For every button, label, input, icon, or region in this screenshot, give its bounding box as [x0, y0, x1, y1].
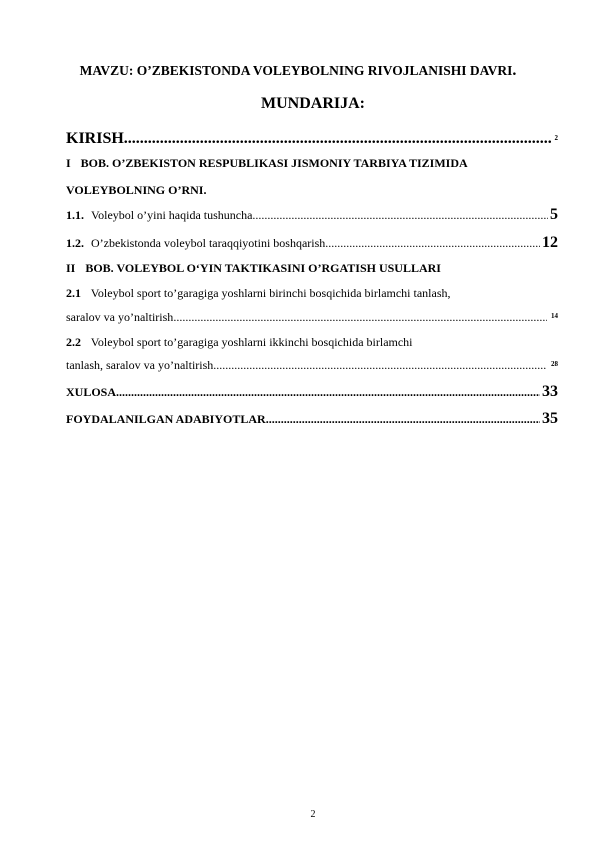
- toc-entry-label: FOYDALANILGAN ADABIYOTLAR: [66, 412, 266, 426]
- page-number: 2: [310, 809, 316, 820]
- toc-leader: [173, 311, 547, 323]
- toc-entry-label-line2: saralov va yo’naltirish: [66, 310, 174, 324]
- toc-leader: [213, 359, 547, 371]
- toc-entry-2-2[interactable]: [66, 336, 413, 348]
- toc-leader: [124, 131, 551, 147]
- toc-entry-2-1[interactable]: [66, 287, 451, 299]
- toc-entry-label: KIRISH: [66, 130, 124, 147]
- title-end: .: [512, 62, 517, 79]
- toc-entry-label-line1: Voleybol sport to’garagiga yoshlarni birinchi bosqichida birlamchi tanlash,: [90, 286, 451, 300]
- toc-entry-page: 12: [542, 234, 558, 251]
- toc-entry-label-line2: tanlash, saralov va yo’naltirish: [66, 358, 214, 372]
- toc-entry-page: 33: [542, 383, 558, 400]
- toc-chapter-1[interactable]: [66, 157, 468, 169]
- toc-chapter-title-line1: BOB. O’ZBEKISTON RESPUBLIKASI JISMONIY TARBIYA TIZIMIDA: [80, 156, 468, 170]
- toc-entry-adabiyotlar[interactable]: [66, 411, 558, 427]
- toc-entry-page: 28: [551, 360, 558, 368]
- toc-entry-label: XULOSA: [66, 385, 117, 399]
- toc-chapter-2[interactable]: [66, 262, 441, 274]
- toc-entry-1-1[interactable]: [66, 207, 558, 223]
- toc-chapter-number: I: [66, 156, 71, 170]
- toc-leader: [325, 237, 540, 249]
- toc-entry-number: 1.1.: [66, 208, 84, 222]
- toc-entry-2-1-continued[interactable]: [66, 311, 558, 323]
- toc-entry-xulosa[interactable]: [66, 384, 558, 400]
- toc-chapter-number: II: [66, 261, 76, 275]
- toc-entry-number: 2.2: [66, 335, 81, 349]
- toc-entry-kirish[interactable]: [66, 131, 558, 147]
- toc-leader: [252, 209, 548, 221]
- toc-leader: [266, 413, 540, 425]
- toc-entry-page: 2: [554, 134, 558, 142]
- toc-chapter-title-line2[interactable]: VOLEYBOLNING O’RNI.: [66, 183, 207, 197]
- toc-heading: MUNDARIJA:: [261, 95, 365, 112]
- toc-leader: [116, 386, 540, 398]
- toc-entry-number: 1.2.: [66, 236, 84, 250]
- toc-chapter-title: BOB. VOLEYBOL O‘YIN TAKTIKASINI O’RGATISH USULLARI: [85, 261, 441, 275]
- title-text: MAVZU: O’ZBEKISTONDA VOLEYBOLNING RIVOJLANISHI DAVRI: [79, 63, 513, 78]
- toc-entry-number: 2.1: [66, 286, 81, 300]
- toc-entry-label: Voleybol o’yini haqida tushuncha: [91, 208, 253, 222]
- toc-entry-1-2[interactable]: [66, 235, 558, 251]
- toc-entry-label-line1: Voleybol sport to’garagiga yoshlarni ikkinchi bosqichida birlamchi: [90, 335, 413, 349]
- document-title: [0, 62, 596, 80]
- toc-entry-2-2-continued[interactable]: [66, 359, 558, 371]
- toc-entry-label: O’zbekistonda voleybol taraqqiyotini boshqarish: [91, 236, 326, 250]
- toc-entry-page: 5: [550, 206, 558, 223]
- toc-entry-page: 35: [542, 410, 558, 427]
- toc-entry-page: 14: [551, 312, 558, 320]
